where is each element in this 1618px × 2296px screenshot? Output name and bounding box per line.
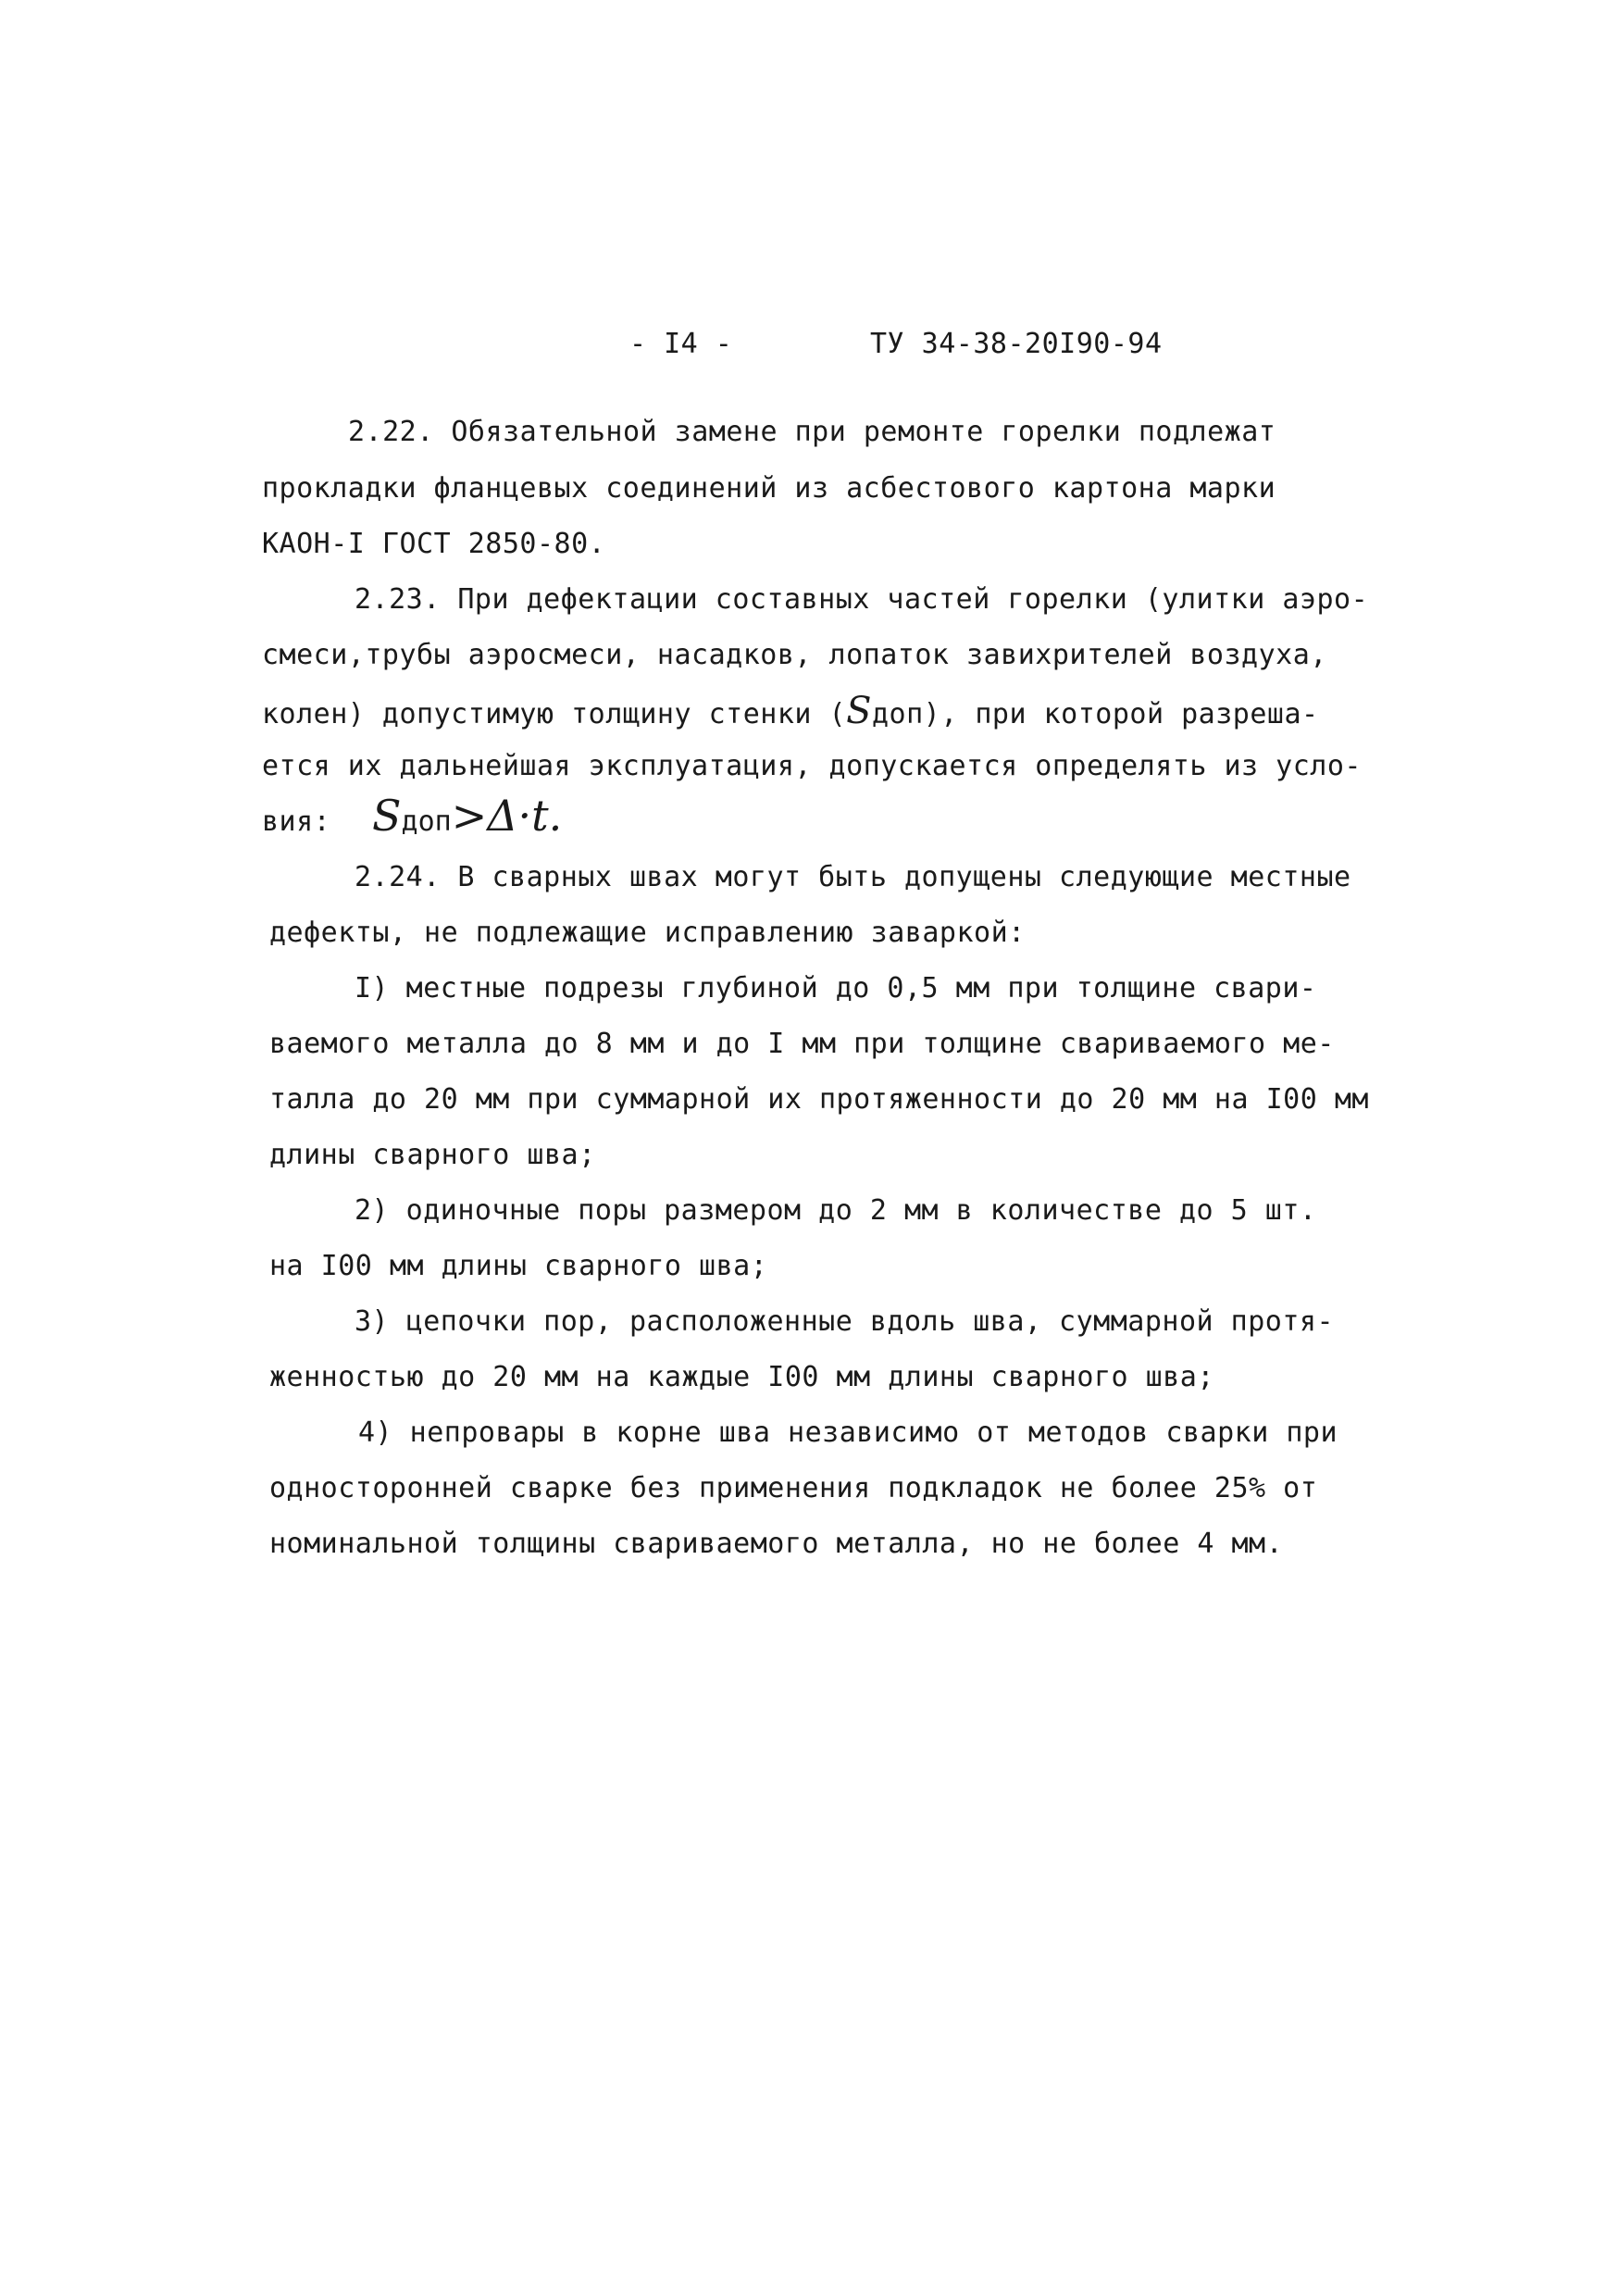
formula-rest: >Δ·t. [451, 791, 563, 841]
paragraph-2-23-line-2: смеси,трубы аэросмеси, насадков, лопаток завихрителей воздуха, [262, 639, 1327, 671]
wall-thickness-symbol: S [846, 690, 872, 732]
list-item-2-line-1: 2) одиночные поры размером до 2 мм в количестве до 5 шт. [355, 1194, 1317, 1227]
list-item-1-line-2: ваемого металла до 8 мм и до I мм при толщине свариваемого ме- [269, 1028, 1335, 1060]
paragraph-2-23-line-1: 2.23. При дефектации составных частей горелки (улитки аэро- [355, 583, 1369, 616]
formula-subscript: доп [401, 805, 452, 838]
paragraph-2-24-line-1: 2.24. В сварных швах могут быть допущены следующие местные [355, 861, 1351, 893]
list-item-2-line-2: на I00 мм длины сварного шва; [269, 1250, 768, 1282]
paragraph-2-22-line-2: прокладки фланцевых соединений из асбестового картона марки [262, 472, 1276, 505]
paragraph-2-24-line-2: дефекты, не подлежащие исправлению заваркой: [269, 917, 1026, 949]
list-item-1-line-3: талла до 20 мм при суммарной их протяженности до 20 мм на I00 мм [269, 1083, 1369, 1116]
list-item-4-line-1: 4) непровары в корне шва независимо от методов сварки при [358, 1416, 1338, 1449]
list-item-3-line-2: женностью до 20 мм на каждые I00 мм длины сварного шва; [269, 1361, 1214, 1393]
paragraph-2-23-line-3-start: колен) допустимую толщину стенки ( [262, 698, 847, 730]
page-number: - I4 - [629, 328, 733, 360]
formula-s: S [372, 791, 402, 841]
paragraph-2-23-line-3 [262, 690, 1319, 733]
paragraph-2-22-line-3: КАОН-I ГОСТ 2850-80. [262, 528, 606, 560]
paragraph-2-23-line-3-end: доп), при которой разреша- [872, 698, 1319, 730]
list-item-3-line-1: 3) цепочки пор, расположенные вдоль шва, суммарной протя- [355, 1305, 1335, 1338]
thickness-condition-formula [372, 792, 562, 845]
document-code: ТУ 34-38-20I90-94 [870, 328, 1163, 360]
list-item-4-line-3: номинальной толщины свариваемого металла, но не более 4 мм. [269, 1528, 1284, 1560]
paragraph-2-23-line-4: ется их дальнейшая эксплуатация, допускается определять из усло- [262, 750, 1362, 782]
list-item-4-line-2: односторонней сварке без применения подкладок не более 25% от [269, 1472, 1318, 1504]
list-item-1-line-1: I) местные подрезы глубиной до 0,5 мм при толщине свари- [355, 972, 1317, 1004]
paragraph-2-23-line-5: вия: [262, 805, 331, 838]
list-item-1-line-4: длины сварного шва; [269, 1139, 596, 1171]
paragraph-2-22-line-1: 2.22. Обязательной замене при ремонте горелки подлежат [348, 416, 1276, 448]
